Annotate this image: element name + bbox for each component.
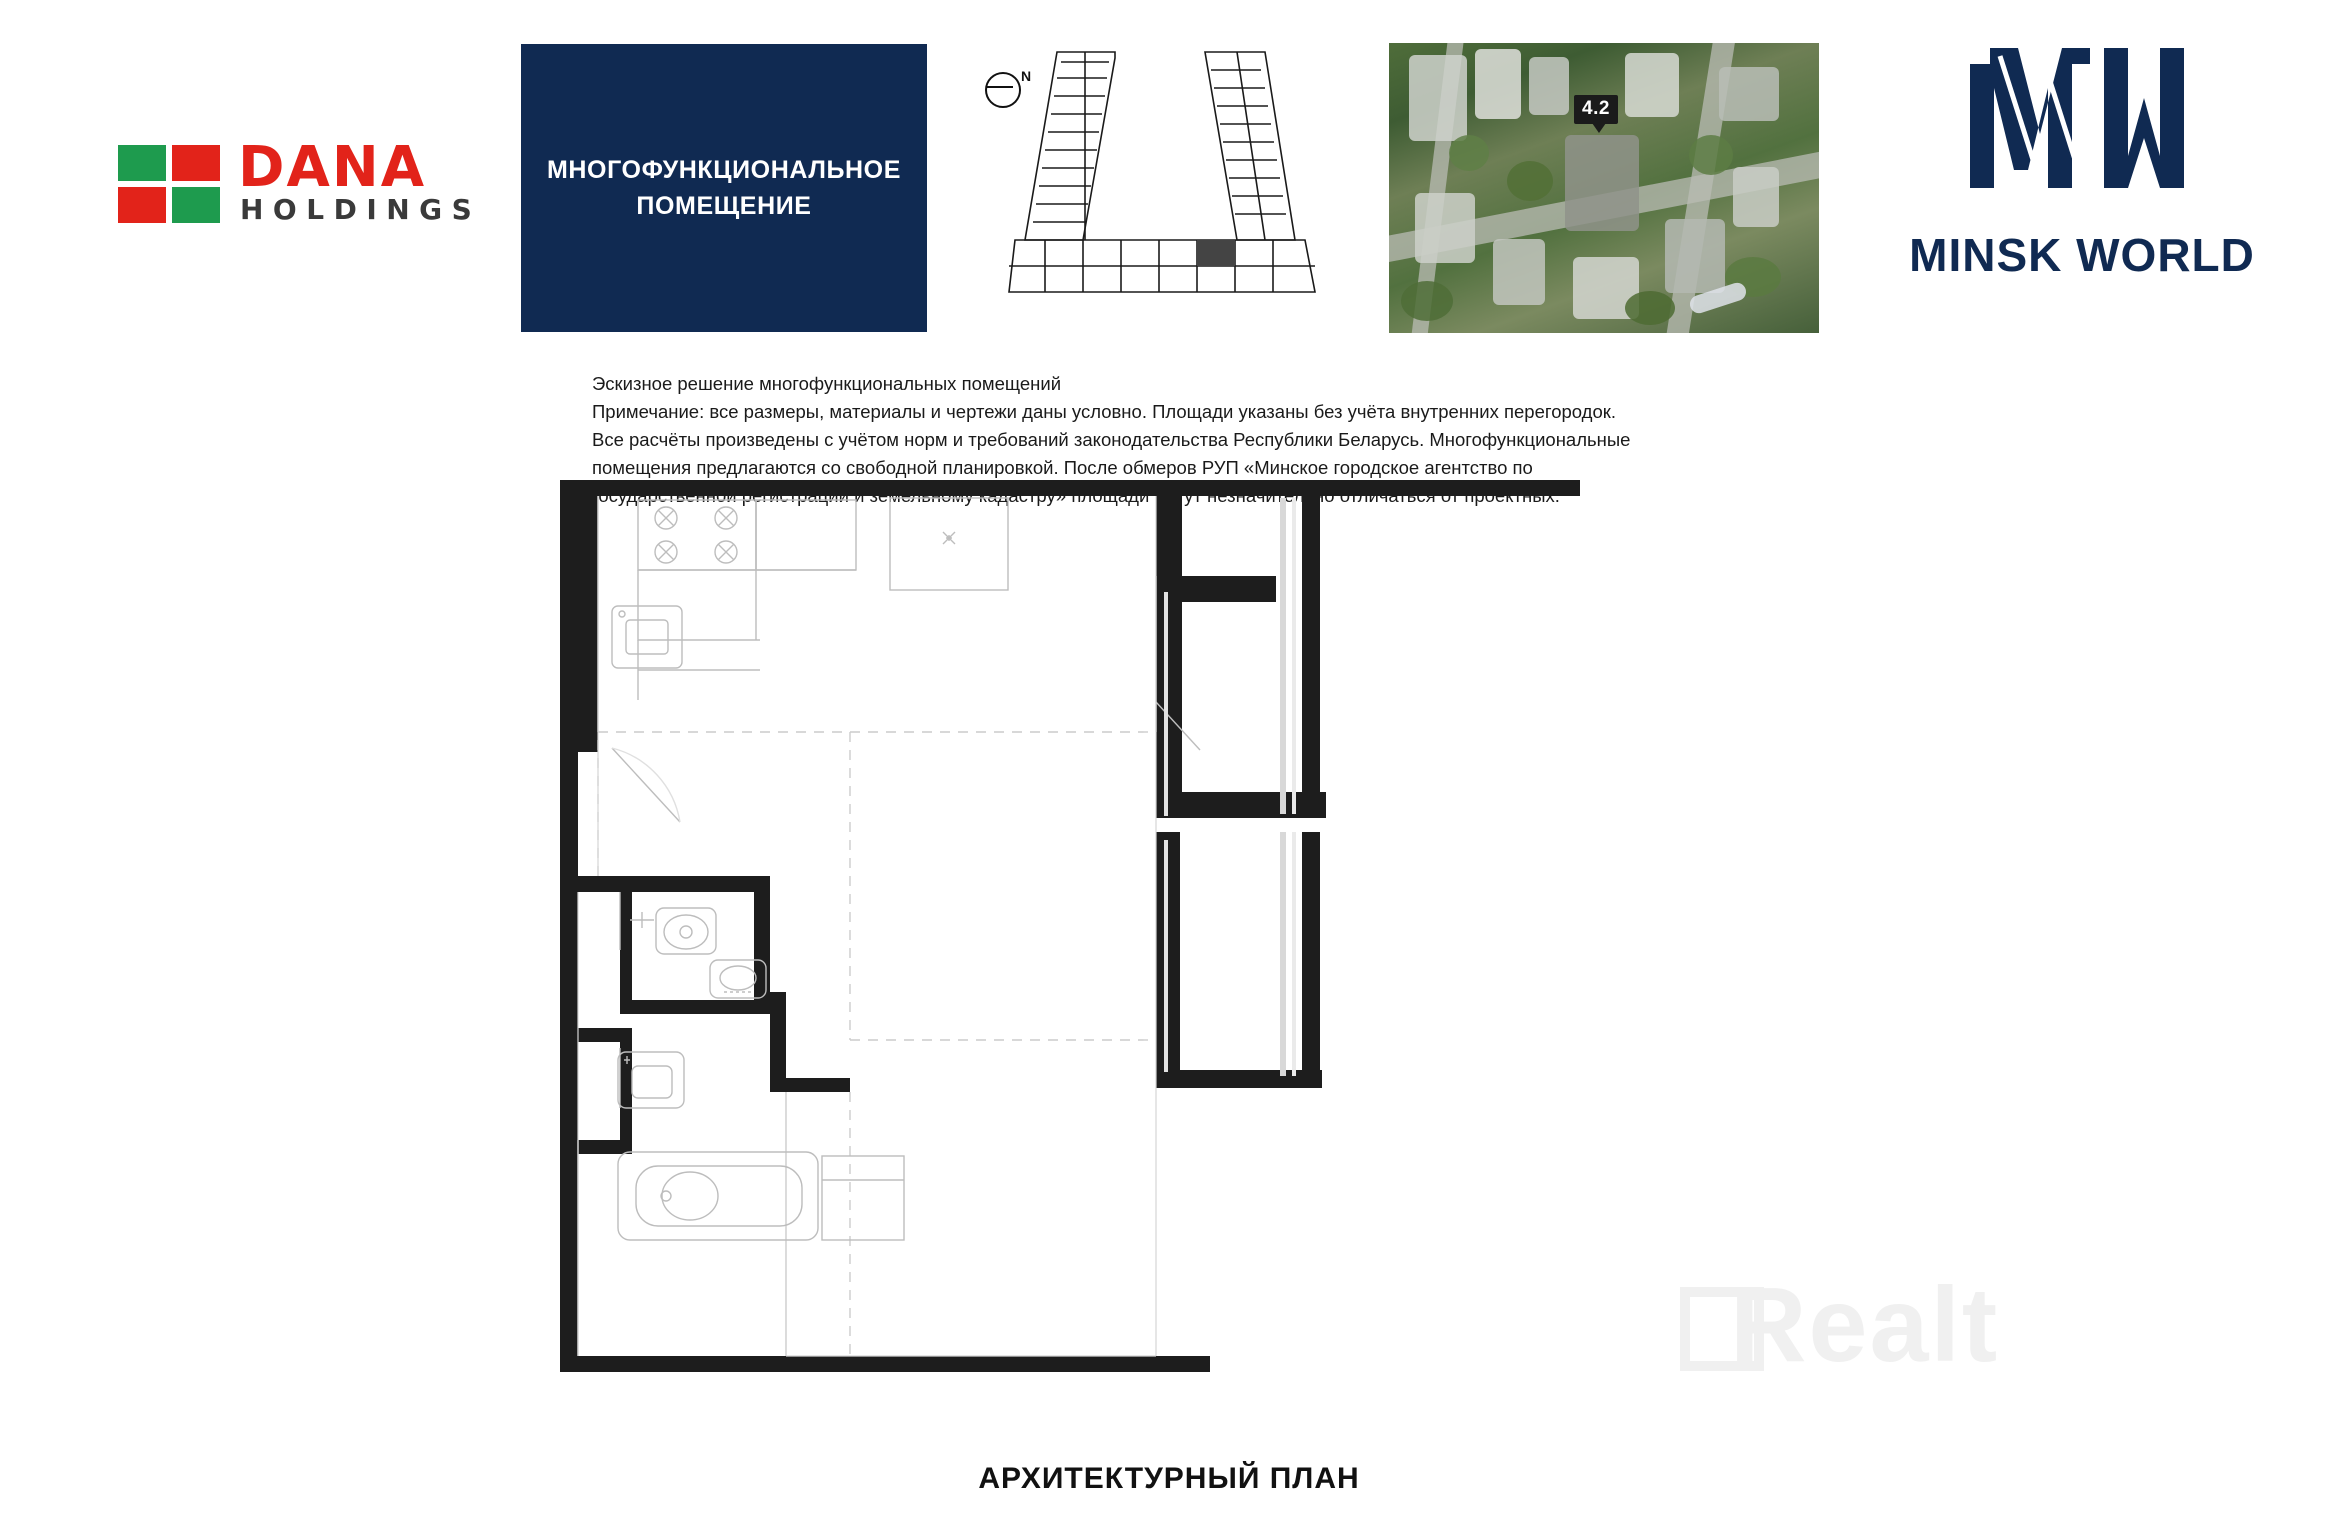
refrigerator-icon (890, 498, 1008, 590)
building (1493, 239, 1545, 305)
plan-walls (560, 480, 1580, 1372)
note-line-4: помещения предлагаются со свободной планировкой. После обмеров РУП «Минское городское агентство по (592, 457, 1533, 479)
tree-cluster (1507, 161, 1553, 201)
minsk-world-mark-icon (1872, 38, 2292, 228)
aerial-site-photo (1389, 43, 1819, 333)
floor-plan-drawing (560, 480, 1800, 1430)
plan-caption (0, 1462, 2338, 1496)
highlighted-unit (1197, 240, 1235, 266)
kitchen-sink-icon (612, 606, 682, 668)
building (1415, 193, 1475, 263)
building (1565, 135, 1639, 231)
square-red-top-right (172, 145, 220, 181)
compass-icon (985, 66, 1047, 116)
plan-caption-text: АРХИТЕКТУРНЫЙ ПЛАН (978, 1462, 1360, 1495)
plan-type-label: МНОГОФУНКЦИОНАЛЬНОЕ ПОМЕЩЕНИЕ (546, 155, 902, 220)
counter (756, 500, 856, 570)
toilet-icon (630, 908, 716, 954)
tree-cluster (1625, 291, 1675, 325)
stove-burners-icon (655, 507, 737, 563)
dana-holdings-logo (118, 135, 488, 235)
building (1529, 57, 1569, 115)
dana-wordmark: DANA (238, 135, 427, 200)
square-green-bottom-right (172, 187, 220, 223)
stove-icon (638, 500, 756, 570)
realt-watermark (1730, 1265, 1999, 1386)
square-green-top-left (118, 145, 166, 181)
washing-machine-icon (822, 1156, 904, 1240)
dana-subtitle: HOLDINGS (240, 193, 482, 226)
key-plan-diagram (965, 44, 1375, 332)
building (1665, 219, 1725, 293)
document-header (0, 0, 2338, 345)
building (1475, 49, 1521, 119)
note-line-1: Эскизное решение многофункциональных помещений (592, 373, 1062, 394)
plan-type-banner (521, 44, 927, 332)
tree-cluster (1449, 135, 1489, 171)
tree-cluster (1401, 281, 1453, 321)
unit-marker-pointer (1592, 123, 1606, 133)
compass-needle (987, 86, 1013, 88)
note-line-3: Все расчёты произведены с учётом норм и требований законодательства Республики Беларусь. Многофункциональные (592, 429, 1631, 451)
minsk-world-logo (1872, 38, 2292, 308)
building (1719, 67, 1779, 121)
kitchen-fixtures (612, 498, 1008, 700)
dana-squares-icon (118, 145, 226, 225)
compass-north-label: N (1021, 68, 1032, 84)
square-red-bottom-left (118, 187, 166, 223)
minsk-world-wordmark: MINSK WORLD (1909, 229, 2255, 281)
bathtub-icon (618, 1152, 818, 1240)
watermark-text: Realt (1730, 1266, 2000, 1384)
unit-marker-badge: 4.2 (1574, 95, 1618, 124)
watermark-box-icon (1680, 1287, 1764, 1371)
plan-doors (612, 702, 1200, 1108)
building (1409, 55, 1467, 141)
building (1625, 53, 1679, 117)
compass-circle (985, 72, 1021, 108)
note-line-2: Примечание: все размеры, материалы и чертежи даны условно. Площади указаны без учёта внутренних перегородок. (592, 401, 1616, 423)
architectural-floor-plan (560, 480, 1800, 1430)
tree-cluster (1689, 135, 1733, 175)
building (1733, 167, 1779, 227)
